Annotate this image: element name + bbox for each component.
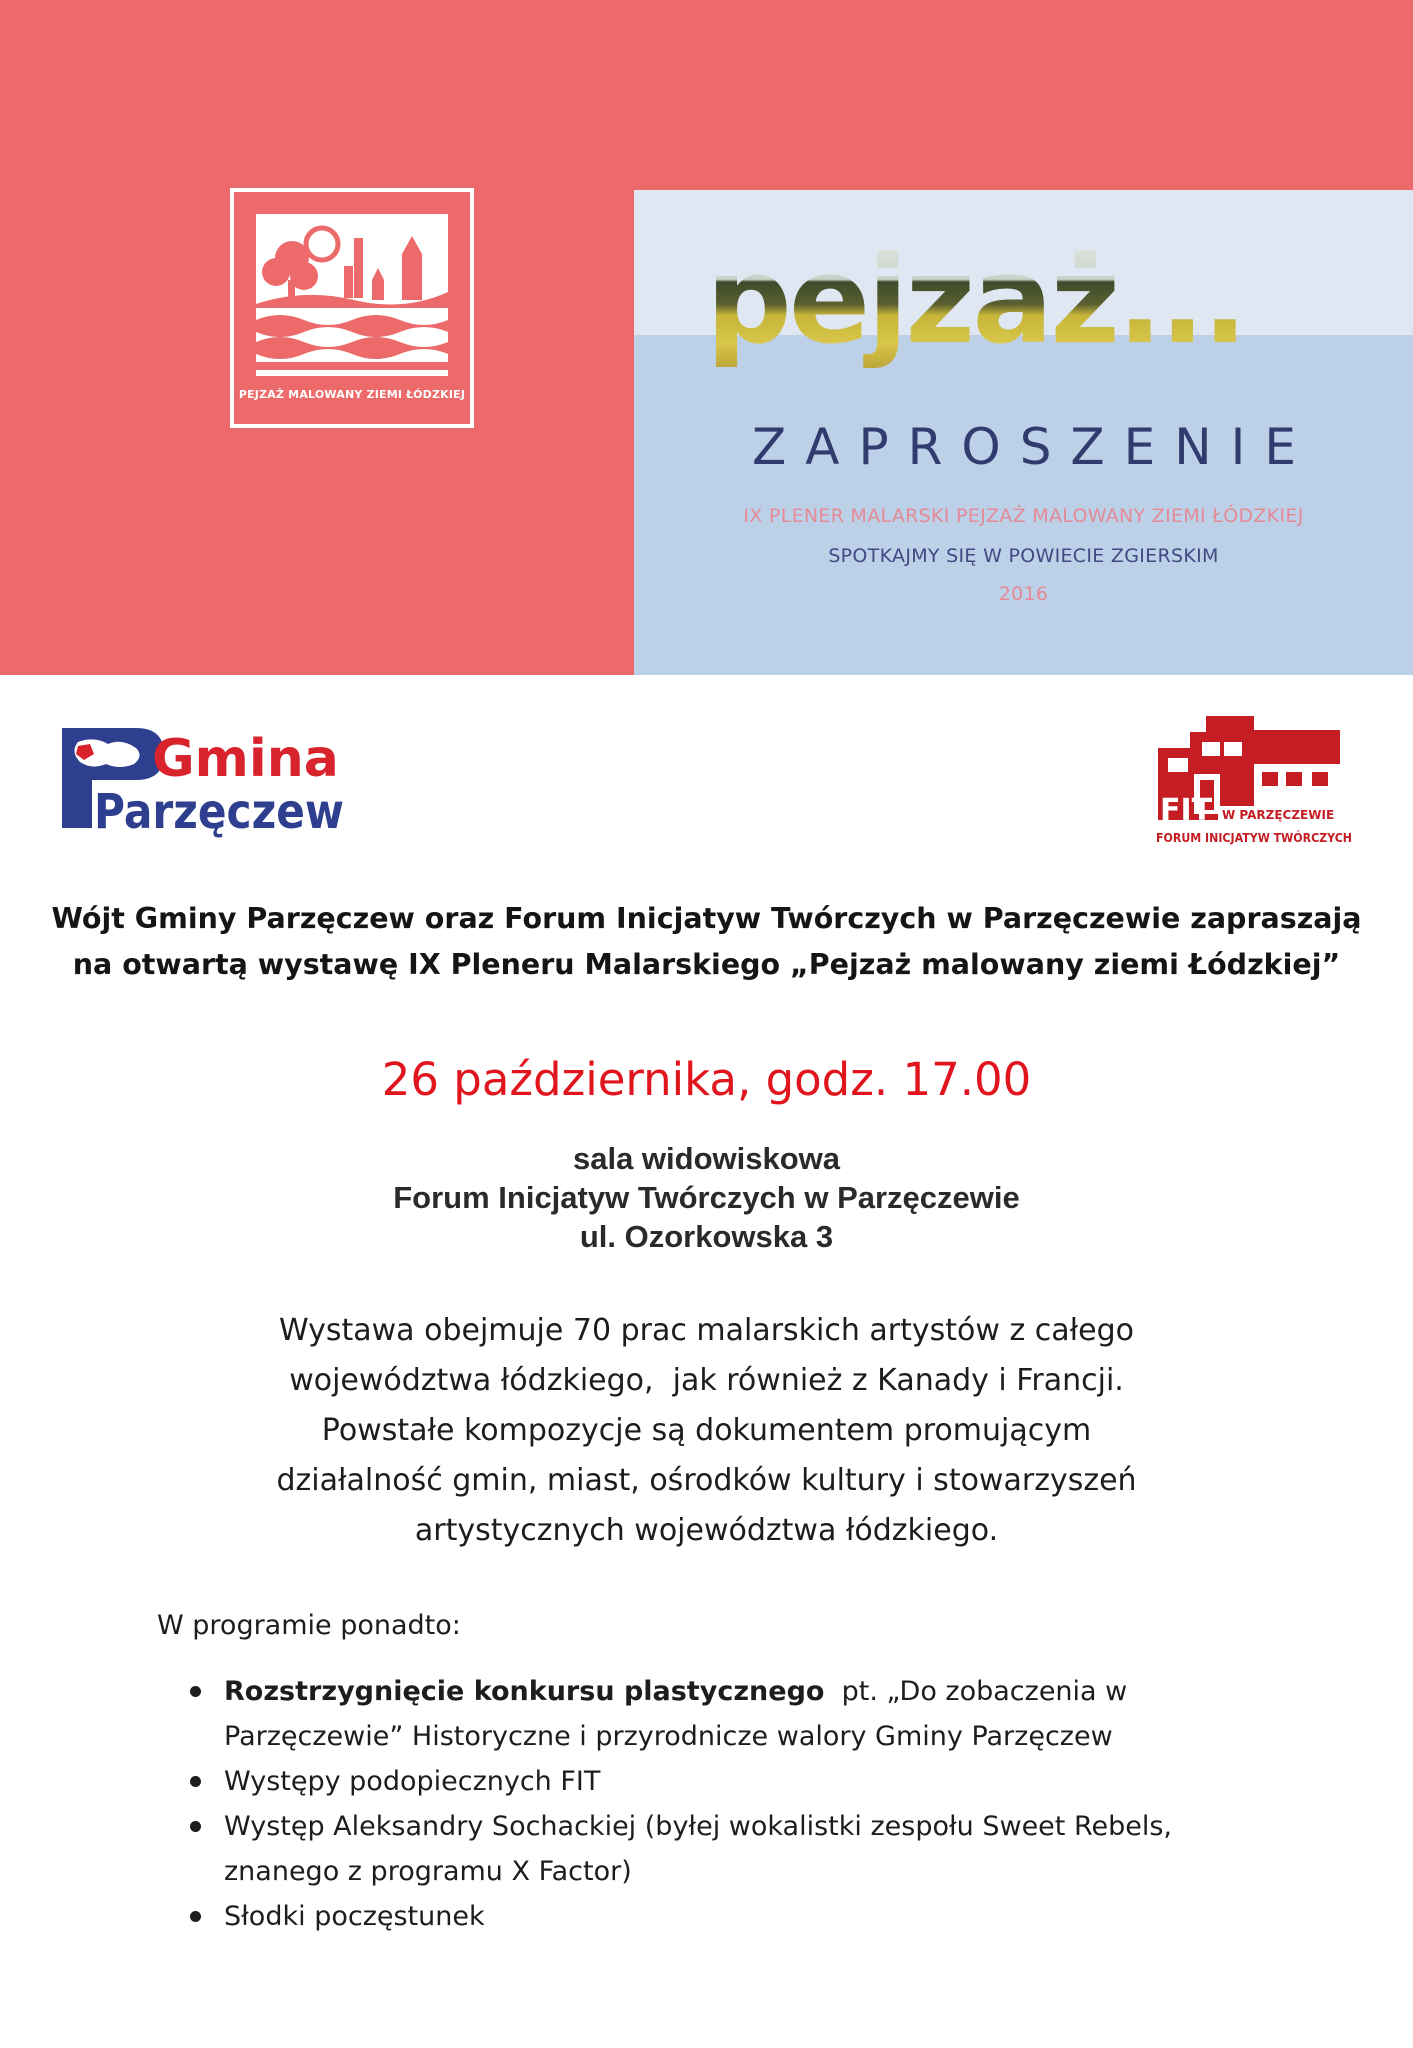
pejzaz-title: [706, 242, 1346, 382]
fit-logo: [1150, 702, 1360, 862]
program-item: [190, 1669, 1270, 1759]
fit-abbr: FIT: [1160, 793, 1213, 828]
pejzaz-title-text: pejzaż...: [706, 242, 1245, 371]
invitation-heading: ZAPROSZENIE: [751, 418, 1316, 476]
program-item: [190, 1804, 1270, 1894]
venue-address: ul. Ozorkowska 3: [579, 1219, 834, 1254]
invitation-card: [634, 190, 1413, 675]
event-date: 26 października, godz. 17.00: [381, 1053, 1032, 1106]
gmina-parzeczew-logo: [56, 716, 356, 841]
parzeczew-word: Parzęczew: [94, 784, 344, 840]
program-item: [190, 1894, 1270, 1939]
program-item: [190, 1759, 1270, 1804]
program-item-text: Słodki poczęstunek: [224, 1901, 485, 1932]
fit-house-icon: [1150, 702, 1360, 862]
plener-year: 2016: [998, 583, 1049, 605]
venue-hall: sala widowiskowa: [572, 1141, 841, 1176]
program-list: [190, 1669, 1270, 1939]
event-venue: [0, 1139, 1413, 1256]
program-item-text: Występ Aleksandry Sochackiej (byłej wokalistki zespołu Sweet Rebels, znanego z programu X Factor): [224, 1811, 1173, 1887]
venue-name: Forum Inicjatyw Twórczych w Parzęczewie: [393, 1180, 1020, 1215]
description-line: województwa łódzkiego, jak również z Kanady i Francji.: [289, 1363, 1124, 1398]
description-line: artystycznych województwa łódzkiego.: [414, 1513, 999, 1548]
exhibition-description: [200, 1306, 1213, 1556]
program-item-text: pt. „Do zobaczenia w Parzęczewie” Historyczne i przyrodnicze walory Gminy Parzęczew: [224, 1676, 1136, 1752]
description-line: działalność gmin, miast, ośrodków kultury i stowarzyszeń: [276, 1463, 1137, 1498]
fit-place: W PARZĘCZEWIE: [1222, 808, 1335, 822]
program-item-bold: Rozstrzygnięcie konkursu plastycznego: [224, 1676, 825, 1707]
plener-tagline: SPOTKAJMY SIĘ W POWIECIE ZGIERSKIM: [828, 545, 1219, 567]
gmina-map-icon: [56, 716, 356, 841]
description-line: Wystawa obejmuje 70 prac malarskich artystów z całego: [278, 1313, 1134, 1348]
plener-logo-caption: PEJZAŻ MALOWANY ZIEMI ŁÓDZKIEJ: [238, 388, 466, 401]
invitation-intro: [40, 896, 1373, 988]
plener-logo: [230, 188, 474, 428]
intro-line-2: na otwartą wystawę IX Pleneru Malarskiego „Pejzaż malowany ziemi Łódzkiej”: [72, 948, 1341, 981]
program-item-text: Występy podopiecznych FIT: [224, 1766, 601, 1797]
gmina-word: Gmina: [152, 729, 339, 789]
fit-name: FORUM INICJATYW TWÓRCZYCH: [1156, 830, 1352, 845]
plener-name: IX PLENER MALARSKI PEJZAŻ MALOWANY ZIEMI ŁÓDZKIEJ: [743, 505, 1304, 527]
intro-line-1: Wójt Gminy Parzęczew oraz Forum Inicjatyw Twórczych w Parzęczewie zapraszają: [51, 902, 1362, 935]
program-heading: W programie ponadto:: [157, 1610, 461, 1641]
description-line: Powstałe kompozycje są dokumentem promującym: [321, 1413, 1092, 1448]
